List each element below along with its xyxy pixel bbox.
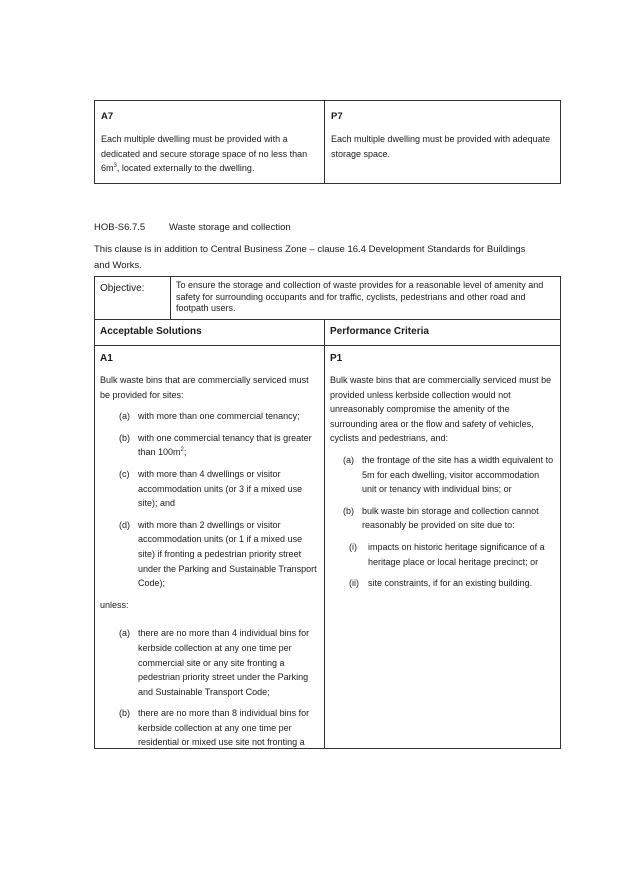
- header-acceptable-solutions: Acceptable Solutions: [95, 320, 325, 345]
- list-item: (i) impacts on historic heritage significance of a heritage place or local heritage precinct; or: [349, 541, 545, 567]
- header-performance-criteria: Performance Criteria: [330, 326, 429, 337]
- objective-label: Objective:: [95, 277, 171, 319]
- a1-unless: unless:: [100, 599, 129, 610]
- a7-cell: [95, 101, 325, 183]
- a1-intro: Bulk waste bins that are commercially serviced must be provided for sites:: [100, 375, 309, 400]
- p1-intro: Bulk waste bins that are commercially serviced must be provided unless kerbside collection would not unreasonably compromise the amenity of the surrounding area or the flow and safety of vehicles, cyclists and pedestrians, and:: [330, 375, 552, 444]
- list-item: (b) with one commercial tenancy that is greater than $100m^2$;: [119, 432, 312, 458]
- p7-code: P7: [331, 111, 343, 122]
- a7-text: Each multiple dwelling must be provided with a dedicated and secure storage space of no less than $6m^3$, located externally to the dwelling.: [101, 134, 308, 173]
- list-item: (b) there are no more than 8 individual bins for kerbside collection at any one time per residential or mixed use site not fronting a: [119, 708, 310, 748]
- list-item: (c) with more than 4 dwellings or visitor accommodation units (or 3 if a mixed use site); and: [119, 468, 303, 509]
- section-id: HOB-S6.7.5: [94, 222, 146, 233]
- list-item: (ii) site constraints, if for an existing building.: [349, 578, 533, 589]
- section-title: Waste storage and collection: [169, 222, 291, 233]
- section-intro: This clause is in addition to Central Business Zone – clause 16.4 Development Standards for Buildings and Works.: [94, 244, 526, 271]
- a1-code: A1: [100, 353, 113, 364]
- p1-cell: [325, 346, 560, 749]
- p7-text: Each multiple dwelling must be provided with adequate storage space.: [331, 134, 551, 159]
- p7-cell: [325, 101, 560, 183]
- p1-code: P1: [330, 353, 343, 364]
- a1-cell: [95, 346, 325, 749]
- table-header-row: [95, 320, 560, 346]
- list-item: (b) bulk waste bin storage and collection cannot reasonably be provided on site due to:: [343, 505, 539, 531]
- standards-table: [94, 319, 561, 749]
- list-item: (d) with more than 2 dwellings or visitor accommodation units (or 1 if a mixed use site) if fronting a pedestrian priority street under the Parking and Sustainable Transport Code);: [119, 519, 317, 589]
- objective-text: To ensure the storage and collection of waste provides for a reasonable level of amenity and safety for surrounding occupants and for traffic, cyclists, pedestrians and other road and footpath users.: [176, 280, 544, 313]
- table-body-row: [95, 346, 560, 749]
- list-item: (a) with more than one commercial tenancy;: [119, 411, 300, 422]
- section-heading: [94, 222, 291, 233]
- objective-table: [94, 276, 561, 320]
- list-item: (a) the frontage of the site has a width equivalent to 5m for each dwelling, visitor accommodation unit or tenancy with individual bins; or: [343, 454, 554, 495]
- list-item: (a) there are no more than 4 individual bins for kerbside collection at any one time per commercial site or any site fronting a pedestrian priority street under the Parking and Sustainable Transport Code;: [119, 628, 310, 697]
- a7-p7-table: [94, 100, 561, 184]
- a7-code: A7: [101, 111, 114, 122]
